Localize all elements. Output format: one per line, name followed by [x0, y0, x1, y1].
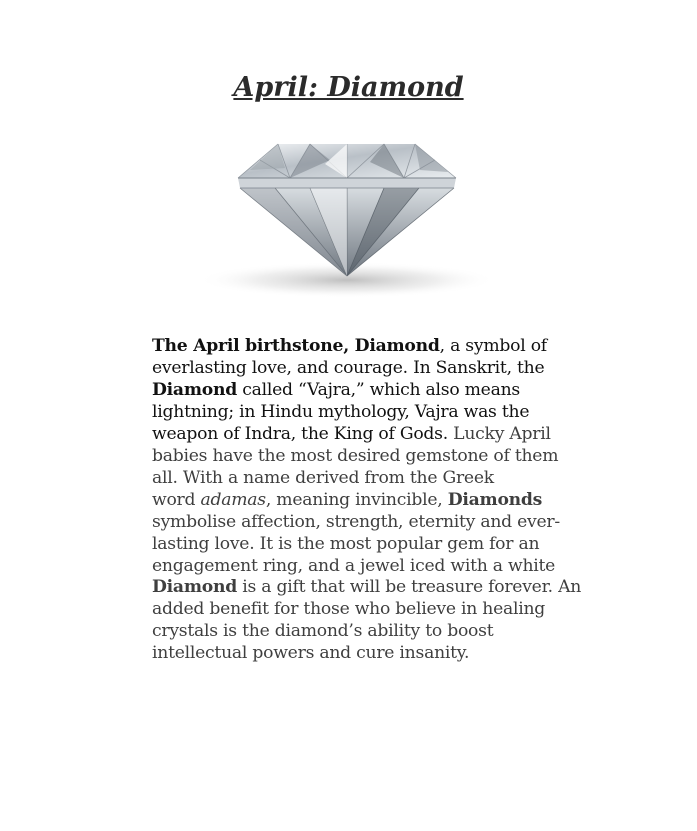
page-title: April: Diamond — [233, 72, 464, 103]
bold-diamond-1: Diamond — [152, 379, 237, 400]
body-text-part: , meaning invincible, — [265, 489, 448, 510]
body-text-part: called “Vajra,” which also means lightning; in Hindu mythology, Vajra was the weapon of Indra, the King of Gods. — [152, 379, 530, 444]
italic-adamas: adamas — [200, 489, 266, 510]
diamond-image — [190, 130, 510, 305]
body-paragraph — [152, 336, 584, 665]
bold-diamond-2: Diamond — [152, 577, 237, 598]
body-text-part: Lucky April babies have the most desired gemstone of them all. With a name derived from the Greek word — [152, 423, 559, 510]
lead-bold: The April birthstone, Diamond — [152, 336, 440, 356]
body-text-part: , a symbol of everlasting love, and courage. In Sanskrit, the — [152, 336, 547, 378]
bold-diamonds: Diamonds — [447, 489, 543, 510]
body-text-part: symbolise affection, strength, eternity and ever-lasting love. It is the most popular gem for an engagement ring, and a jewel iced with a white — [152, 511, 560, 576]
body-text-part: is a gift that will be treasure forever. An added benefit for those who believe in healing crystals is the diamond’s ability to boost intellectual powers and cure insanity. — [152, 577, 582, 664]
diamond-icon — [190, 130, 510, 305]
